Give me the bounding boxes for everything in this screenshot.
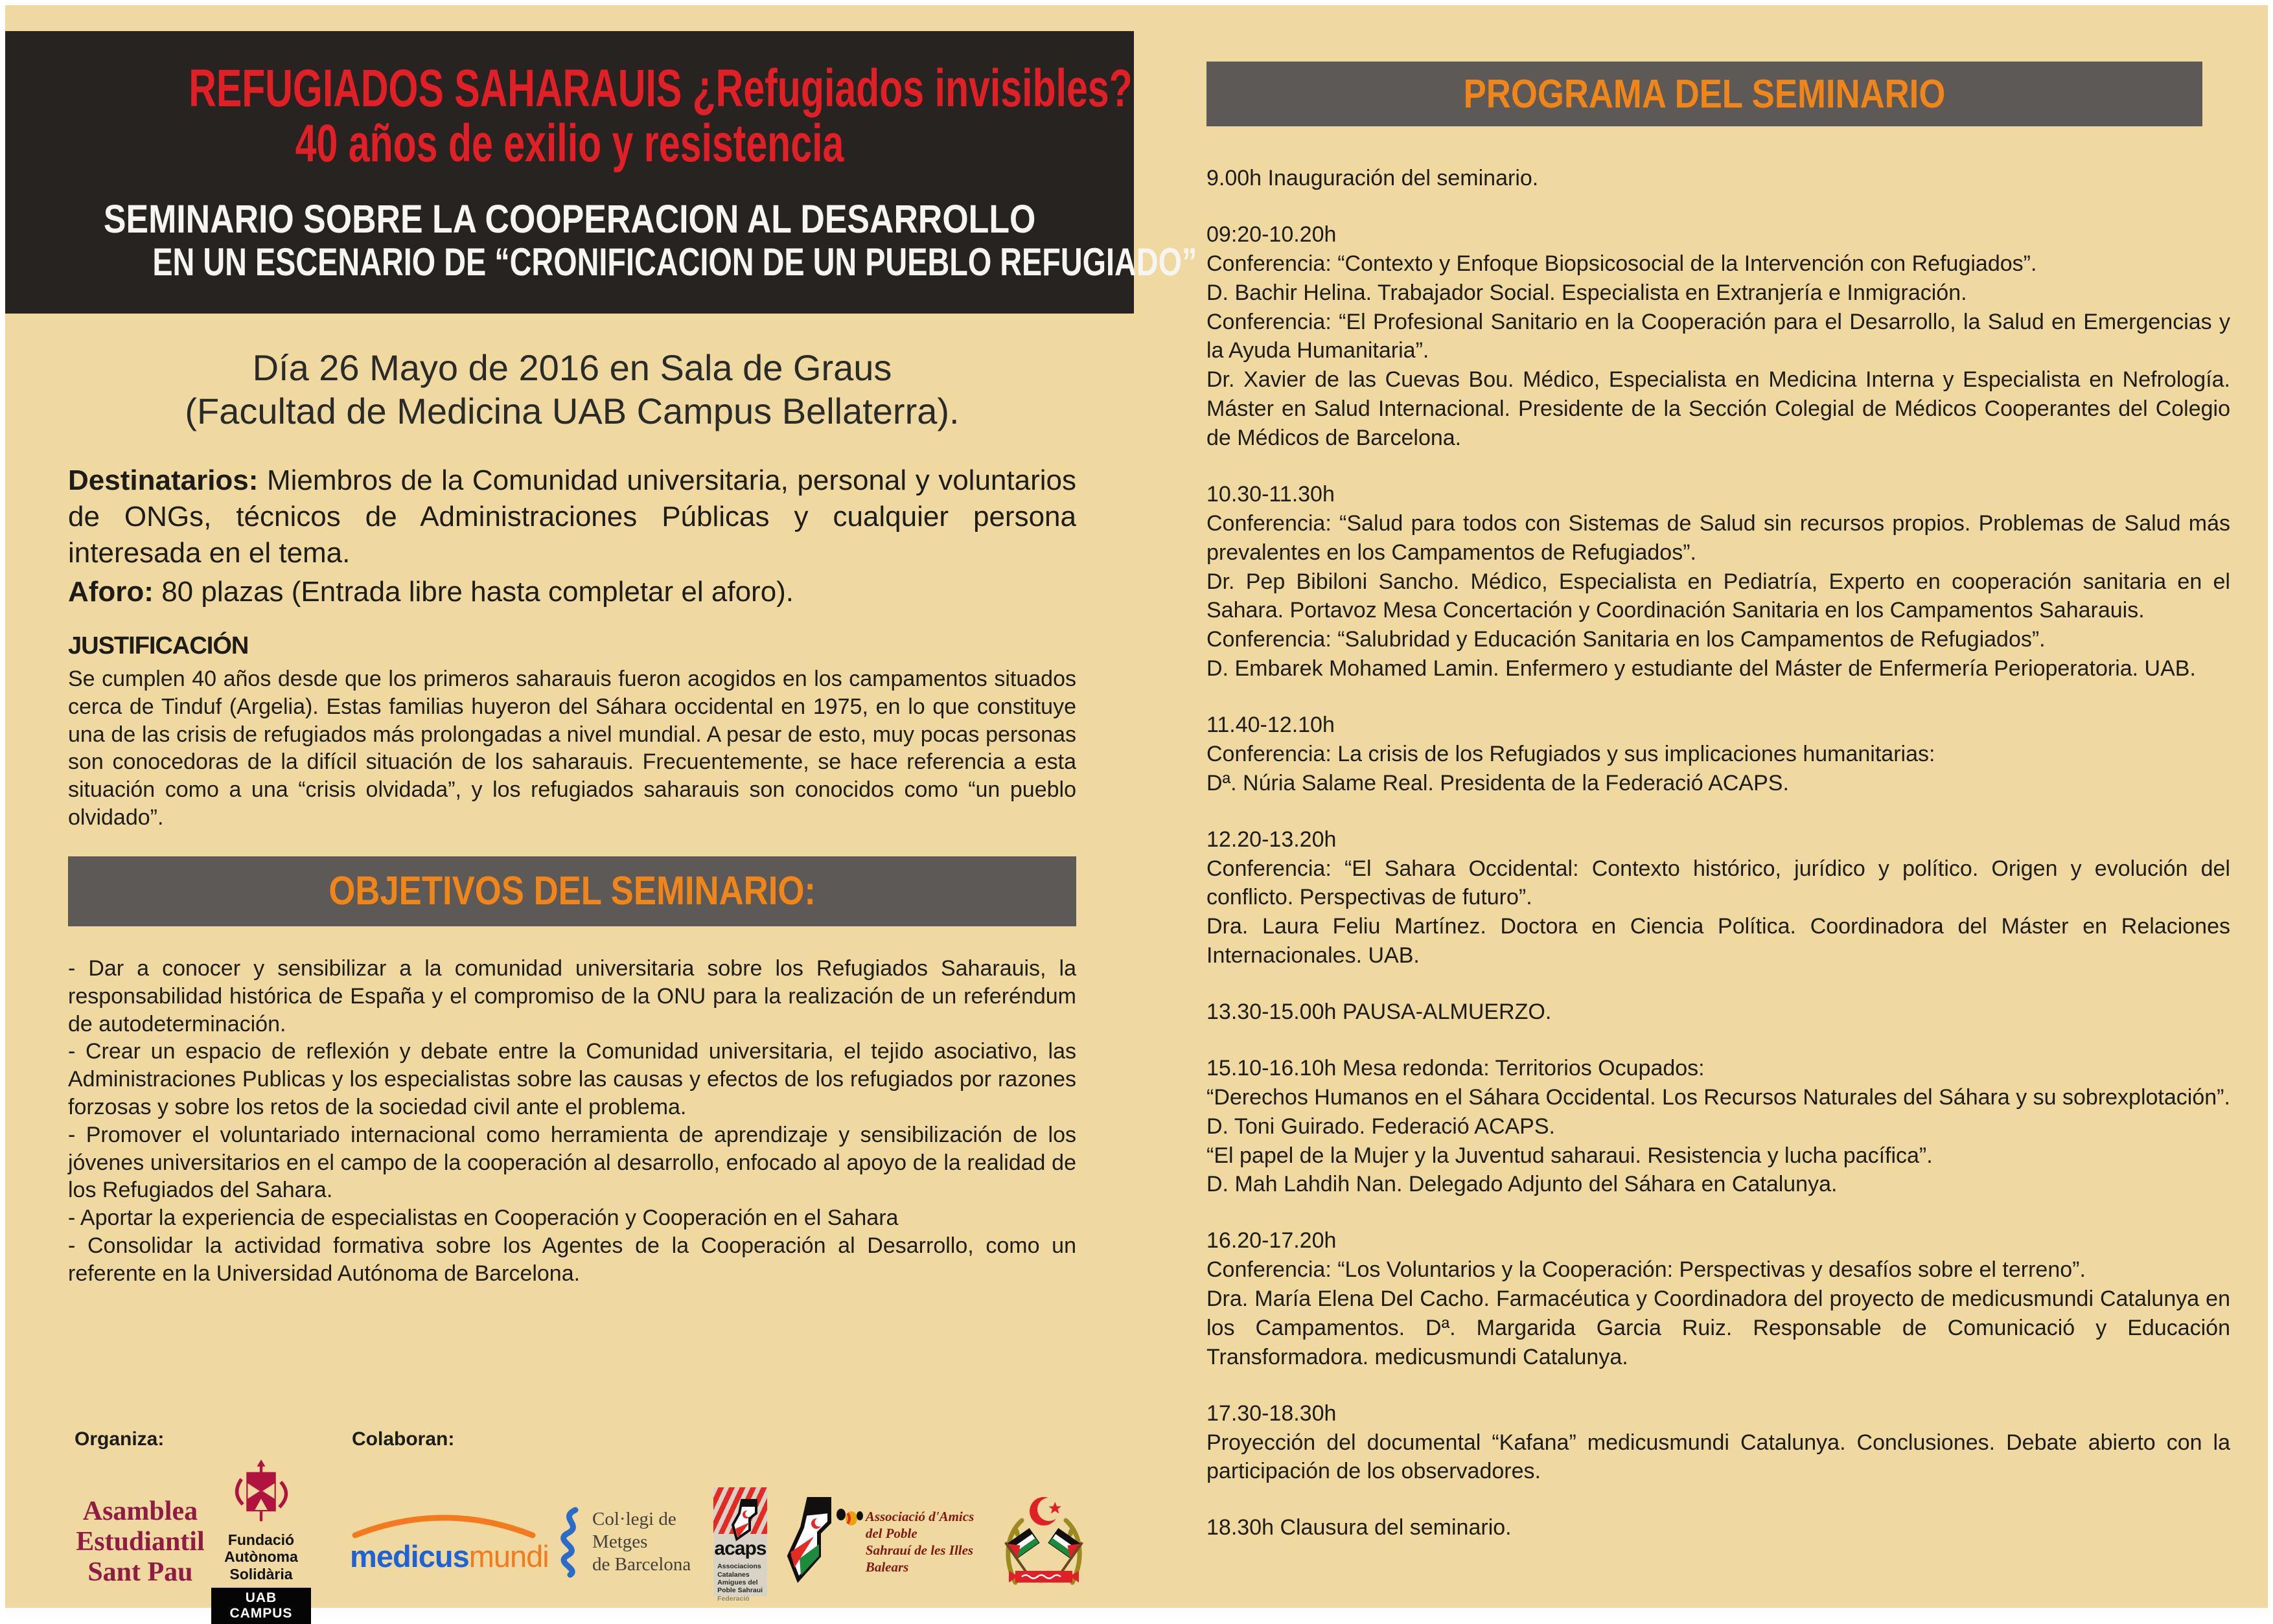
objetivo-item: - Dar a conocer y sensibilizar a la comunidad universitaria sobre los Refugiados Saharauis, la responsabilidad histórica de España y el compromiso de la ONU para la realización de un referéndum de autodeterminación. <box>68 955 1076 1036</box>
objetivo-item: - Aportar la experiencia de especialistas en Cooperación y Cooperación en el Sahara <box>68 1206 899 1231</box>
objetivo-item: - Consolidar la actividad formativa sobre los Agentes de la Cooperación al Desarrollo, como un referente en la Universidad Autónoma de Barcelona. <box>68 1233 1076 1286</box>
medicus-word: medicus <box>350 1539 469 1574</box>
asamblea-line1: Asamblea <box>82 1496 198 1526</box>
schedule-block-1220 <box>1206 825 2230 970</box>
asamblea-estudiantil-logo <box>75 1496 206 1588</box>
cmb-squiggle-icon <box>556 1506 586 1577</box>
cmb-text <box>592 1508 695 1575</box>
objetivos-list <box>68 955 1076 1288</box>
hero-title-line2 <box>5 114 1134 174</box>
hero-banner <box>5 31 1197 314</box>
acaps-sub-line1: Associacions Catalanes <box>717 1562 761 1579</box>
hero-subtitle-line2 <box>5 240 1197 284</box>
destinatarios-text: Miembros de la Comunidad universitaria, personal y voluntarios de ONGs, técnicos de Administraciones Públicas y cualquier persona interesada en el tema. <box>68 464 1076 569</box>
balears-text <box>866 1508 983 1576</box>
sahrawi-emblem-icon <box>1002 1492 1085 1589</box>
schedule-line: 13.30-15.00h PAUSA-ALMUERZO. <box>1206 1000 1552 1024</box>
schedule-line: Dr. Pep Bibiloni Sancho. Médico, Especialista en Pediatría, Experto en cooperación sanitaria en el Sahara. Portavoz Mesa Concertación y Coordinación Sanitaria en los Campamentos Saharauis. <box>1206 569 2230 623</box>
asamblea-line2: Estudiantil <box>76 1526 205 1557</box>
logo-labels-row <box>75 1428 1085 1450</box>
schedule-line: 18.30h Clausura del seminario. <box>1206 1515 1512 1540</box>
schedule-time: 10.30-11.30h <box>1206 481 1335 507</box>
schedule-time: 12.20-13.20h <box>1206 827 1337 852</box>
logos-row <box>75 1459 1085 1624</box>
schedule-line: “Derechos Humanos en el Sáhara Occidental. Los Recursos Naturales del Sáhara y su sobrexplotación”. <box>1206 1084 2230 1110</box>
schedule-line: Conferencia: “Salud para todos con Sistemas de Salud sin recursos propios. Problemas de Salud más prevalentes en los Campamentos de Refugiados”. <box>1206 510 2230 565</box>
objetivos-title-text: OBJETIVOS DEL SEMINARIO: <box>329 869 816 914</box>
acaps-map-icon <box>730 1499 763 1542</box>
acaps-federacio: Federació <box>717 1594 750 1603</box>
medicusmundi-wordmark <box>350 1538 549 1574</box>
asamblea-line3: Sant Pau <box>87 1557 193 1587</box>
balears-line1: Associació d'Amics del Poble <box>865 1508 975 1541</box>
schedule-line: Conferencia: “Los Voluntarios y la Cooperación: Perspectivas y desafíos sobre el terreno”. <box>1206 1257 2086 1283</box>
event-date-line2: (Facultad de Medicina UAB Campus Bellaterra). <box>185 391 960 432</box>
objetivos-title <box>286 868 859 914</box>
event-date-line1: Día 26 Mayo de 2016 en Sala de Graus <box>252 347 892 388</box>
collegi-metges-logo <box>556 1506 695 1577</box>
logos-strip <box>75 1428 1085 1624</box>
objetivo-item: - Promover el voluntariado internacional como herramienta de aprendizaje y sensibilización de los jóvenes universitarios en el campo de la cooperación al desarrollo, enfocado al apoyo de la realidad de los Refugiados del Sahara. <box>68 1122 1076 1203</box>
schedule-block-1510 <box>1206 1054 2230 1199</box>
fas-text <box>211 1531 311 1583</box>
medicusmundi-logo <box>350 1509 549 1574</box>
schedule-line: Dr. Xavier de las Cuevas Bou. Médico, Especialista en Medicina Interna y Especialista en Nefrología. Máster en Salud Internacional. Presidente de la Sección Colegial de Médicos Cooperantes del Colegio de Médicos de Barcelona. <box>1206 367 2230 450</box>
schedule-block-1730 <box>1206 1399 2230 1487</box>
schedule-block-1620 <box>1206 1226 2230 1371</box>
fundacio-autonoma-solidaria-logo <box>211 1459 311 1624</box>
schedule-line: D. Embarek Mohamed Lamin. Enfermero y estudiante del Máster de Enfermería Perioperatoria. UAB. <box>1206 656 2196 681</box>
schedule-line: Conferencia: “Contexto y Enfoque Biopsicosocial de la Intervención con Refugiados”. <box>1206 251 2037 276</box>
schedule-block-0920 <box>1206 220 2230 453</box>
cmb-line1: Col·legi de Metges <box>592 1508 676 1552</box>
objetivos-title-box <box>68 856 1076 926</box>
hero-title-line1 <box>5 61 1134 116</box>
schedule-block-1140 <box>1206 711 2230 798</box>
fas-cross-icon <box>225 1459 297 1527</box>
mundi-word: mundi <box>468 1539 549 1574</box>
schedule-line: Dra. María Elena Del Cacho. Farmacéutica y Coordinadora del proyecto de medicusmundi Catalunya en los Campamentos. Dª. Margarida Garcia Ruiz. Responsable de Comunicació y Educación Transformadora. medicusmundi Catalunya. <box>1206 1287 2230 1369</box>
schedule-line: Dra. Laura Feliu Martínez. Doctora en Ciencia Política. Coordinadora del Máster en Relaciones Internacionales. UAB. <box>1206 914 2230 968</box>
schedule-block-inauguracion <box>1206 164 2230 193</box>
balears-flag-map-icon <box>784 1496 862 1587</box>
schedule-line: Conferencia: “Salubridad y Educación Sanitaria en los Campamentos de Refugiados”. <box>1206 627 2046 652</box>
hero-subtitle-line1-text: SEMINARIO SOBRE LA COOPERACION AL DESARROLLO <box>103 196 1036 241</box>
event-date-location <box>68 346 1076 433</box>
objetivo-item: - Crear un espacio de reflexión y debate entre la Comunidad universitaria, el tejido asociativo, las Administraciones Publicas y los especialistas sobre las causas y efectos de los refugiados por razones forzosas y sobre los retos de la sociedad civil ante el problema. <box>68 1039 1076 1119</box>
aforo-text: 80 plazas (Entrada libre hasta completar el aforo). <box>153 576 794 608</box>
sahrawi-coat-of-arms <box>1002 1492 1085 1592</box>
schedule-time: 09:20-10.20h <box>1206 222 1337 247</box>
hero-subtitle-line1 <box>5 198 1134 241</box>
acaps-sub-line2: Amigues del <box>717 1578 758 1586</box>
uab-campus-badge: UAB CAMPUS <box>211 1588 311 1624</box>
schedule <box>1206 164 2230 1542</box>
programa-title-box <box>1206 62 2202 126</box>
schedule-line: Proyección del documental “Kafana” medicusmundi Catalunya. Conclusiones. Debate abierto con la participación de los observadores. <box>1206 1430 2230 1484</box>
destinatarios-label: Destinatarios: <box>68 464 259 497</box>
schedule-line: 9.00h Inauguración del seminario. <box>1206 166 1539 190</box>
medicusmundi-arc-icon <box>350 1509 538 1538</box>
aforo-line <box>68 574 1076 610</box>
cmb-line2: de Barcelona <box>592 1553 691 1575</box>
organiza-label: Organiza: <box>75 1428 165 1450</box>
acaps-wordmark: acaps <box>714 1538 767 1560</box>
aforo-label: Aforo: <box>68 576 154 608</box>
fas-line2: Autònoma Solidària <box>224 1548 298 1583</box>
left-page-content <box>68 342 1076 1288</box>
justificacion-title: JUSTIFICACIÓN <box>68 632 249 659</box>
schedule-block-1030 <box>1206 480 2230 683</box>
schedule-line: D. Toni Guirado. Federació ACAPS. <box>1206 1114 1555 1139</box>
schedule-line: D. Bachir Helina. Trabajador Social. Especialista en Extranjería e Inmigración. <box>1206 280 1967 305</box>
balears-line2: Sahrauí de les Illes Balears <box>865 1542 974 1575</box>
schedule-line: Conferencia: “El Sahara Occidental: Contexto histórico, jurídico y político. Origen y evolución del conflicto. Perspectivas de futuro”. <box>1206 856 2230 910</box>
schedule-line: Conferencia: “El Profesional Sanitario en la Cooperación para el Desarrollo, la Salud en Emergencias y la Ayuda Humanitaria”. <box>1206 309 2230 363</box>
hero-subtitle-line2-text: EN UN ESCENARIO DE “CRONIFICACION DE UN PUEBLO REFUGIADO” <box>152 240 1197 284</box>
schedule-line: “El papel de la Mujer y la Juventud saharaui. Resistencia y lucha pacífica”. <box>1206 1143 1933 1168</box>
justificacion-paragraph: Se cumplen 40 años desde que los primeros saharauis fueron acogidos en los campamentos situados cerca de Tinduf (Argelia). Estas familias huyeron del Sáhara occidental en 1975, en lo que constituye una de las crisis de refugiados más prolongadas a nivel mundial. A pesar de esto, muy pocas personas son conocedoras de la difícil situación de los saharauis. Frecuentemente, se hace referencia a esta situación como a una “crisis olvidada”, y los refugiados saharauis son conocidos como “un pueblo olvidado”. <box>68 666 1076 830</box>
hero-title-line1-text: REFUGIADOS SAHARAUIS ¿Refugiados invisibles? <box>189 59 1133 118</box>
programa-title-text: PROGRAMA DEL SEMINARIO <box>1463 71 1946 117</box>
schedule-time: 15.10-16.10h Mesa redonda: Territorios Ocupados: <box>1206 1055 1705 1081</box>
programa-title <box>1421 71 1988 117</box>
destinatarios-paragraph <box>68 463 1076 571</box>
schedule-line: Dª. Núria Salame Real. Presidenta de la Federació ACAPS. <box>1206 770 1789 795</box>
acaps-sub-line3: Poble Sahraui <box>717 1586 763 1595</box>
schedule-block-pausa <box>1206 998 2230 1027</box>
schedule-block-clausura <box>1206 1513 2230 1542</box>
colaboran-label: Colaboran: <box>352 1428 455 1450</box>
acaps-logo <box>713 1487 767 1603</box>
schedule-time: 11.40-12.10h <box>1206 713 1335 737</box>
amics-poble-sahraui-balears-logo <box>784 1496 983 1587</box>
fas-line1: Fundació <box>227 1531 295 1548</box>
schedule-line: Conferencia: La crisis de los Refugiados y sus implicaciones humanitarias: <box>1206 741 1935 766</box>
program-page <box>1206 62 2230 1570</box>
schedule-time: 17.30-18.30h <box>1206 1401 1337 1426</box>
schedule-time: 16.20-17.20h <box>1206 1228 1337 1253</box>
hero-title-line2-text: 40 años de exilio y resistencia <box>295 114 844 174</box>
schedule-line: D. Mah Lahdih Nan. Delegado Adjunto del Sáhara en Catalunya. <box>1206 1172 1838 1197</box>
acaps-subtext <box>717 1562 767 1603</box>
